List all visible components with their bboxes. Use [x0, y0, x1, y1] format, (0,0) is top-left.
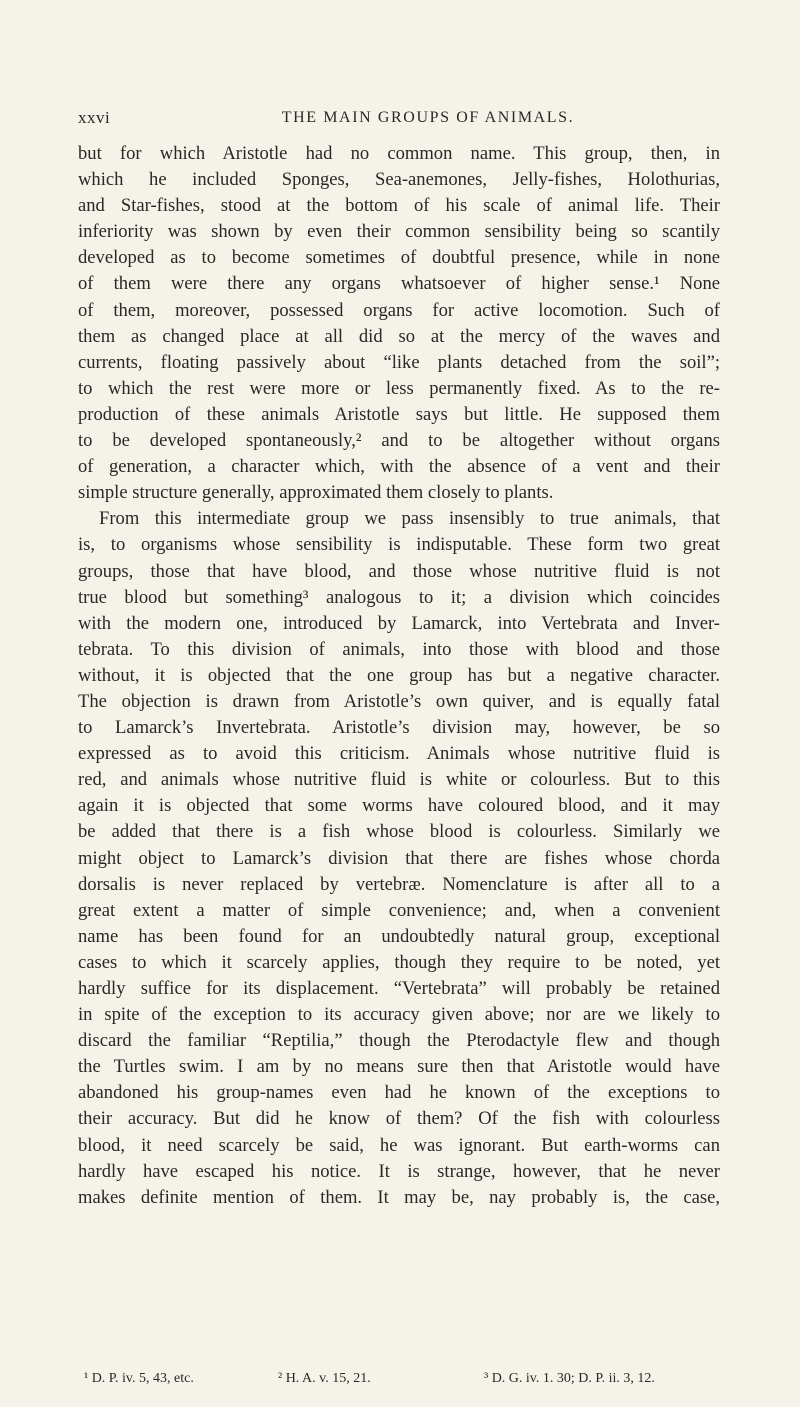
body-text	[78, 141, 720, 1211]
text-line: discard the familiar “Reptilia,” though the Pterodactyle flew and though	[78, 1030, 720, 1052]
text-line: to be developed spontaneously,² and to be altogether without organs	[78, 430, 720, 452]
text-line: great extent a matter of simple convenience; and, when a convenient	[78, 899, 720, 921]
text-line: the Turtles swim. I am by no means sure then that Aristotle would have	[78, 1056, 720, 1078]
text-line: tebrata. To this division of animals, into those with blood and those	[78, 638, 720, 660]
text-line: From this intermediate group we pass insensibly to true animals, that	[99, 508, 720, 530]
text-line: again it is objected that some worms have coloured blood, and it may	[78, 795, 720, 817]
text-line: but for which Aristotle had no common name. This group, then, in	[78, 143, 720, 164]
text-line: production of these animals Aristotle says but little. He supposed them	[78, 403, 720, 425]
text-line: with the modern one, introduced by Lamarck, into Vertebrata and Inver-	[78, 612, 720, 634]
text-line: cases to which it scarcely applies, though they require to be noted, yet	[78, 951, 720, 973]
footnote: ² H. A. v. 15, 21.	[278, 1371, 371, 1386]
footnote: ³ D. G. iv. 1. 30; D. P. ii. 3, 12.	[484, 1371, 655, 1386]
running-title: THE MAIN GROUPS OF ANIMALS.	[281, 109, 575, 126]
text-line: true blood but something³ analogous to it; a division which coincides	[78, 586, 720, 608]
text-line: might object to Lamarck’s division that there are fishes whose chorda	[78, 847, 720, 869]
page-header	[78, 108, 718, 134]
text-line: which he included Sponges, Sea-anemones, Jelly-fishes, Holothurias,	[78, 169, 720, 191]
text-line: developed as to become sometimes of doubtful presence, while in none	[78, 247, 720, 269]
text-line: simple structure generally, approximated them closely to plants.	[78, 482, 554, 504]
text-line: dorsalis is never replaced by vertebræ. Nomenclature is after all to a	[78, 873, 720, 895]
text-line: The objection is drawn from Aristotle’s own quiver, and is equally fatal	[78, 690, 720, 712]
text-line: abandoned his group-names even had he known of the exceptions to	[78, 1082, 720, 1104]
text-line: red, and animals whose nutritive fluid is white or colourless. But to this	[78, 769, 720, 791]
text-line: hardly have escaped his notice. It is strange, however, that he never	[78, 1160, 720, 1182]
text-line: to Lamarck’s Invertebrata. Aristotle’s division may, however, be so	[78, 717, 720, 739]
footnotes	[84, 1371, 720, 1393]
text-line: their accuracy. But did he know of them? Of the fish with colourless	[78, 1108, 720, 1130]
text-line: is, to organisms whose sensibility is indisputable. These form two great	[78, 534, 720, 556]
text-line: to which the rest were more or less permanently fixed. As to the re-	[78, 377, 720, 399]
text-line: them as changed place at all did so at the mercy of the waves and	[78, 325, 720, 347]
text-line: expressed as to avoid this criticism. Animals whose nutritive fluid is	[78, 743, 720, 765]
text-line: makes definite mention of them. It may be, nay probably is, the case,	[78, 1186, 720, 1208]
text-line: blood, it need scarcely be said, he was ignorant. But earth-worms can	[78, 1134, 720, 1156]
text-line: hardly suffice for its displacement. “Vertebrata” will probably be retained	[78, 978, 720, 999]
text-line: name has been found for an undoubtedly natural group, exceptional	[78, 925, 720, 947]
text-line: be added that there is a fish whose blood is colourless. Similarly we	[78, 821, 720, 843]
text-line: inferiority was shown by even their common sensibility being so scantily	[78, 221, 720, 243]
text-line: of them were there any organs whatsoever of higher sense.¹ None	[78, 273, 720, 295]
text-line: in spite of the exception to its accuracy given above; nor are we likely to	[78, 1004, 720, 1026]
text-line: currents, floating passively about “like plants detached from the soil”;	[78, 351, 720, 373]
text-line: of generation, a character which, with the absence of a vent and their	[78, 456, 720, 478]
text-line: without, it is objected that the one group has but a negative character.	[78, 664, 720, 686]
page-number: xxvi	[78, 108, 111, 127]
text-line: of them, moreover, possessed organs for active locomotion. Such of	[78, 299, 720, 321]
text-line: and Star-fishes, stood at the bottom of his scale of animal life. Their	[78, 195, 720, 217]
text-line: groups, those that have blood, and those whose nutritive fluid is not	[78, 560, 720, 582]
footnote: ¹ D. P. iv. 5, 43, etc.	[84, 1371, 194, 1386]
